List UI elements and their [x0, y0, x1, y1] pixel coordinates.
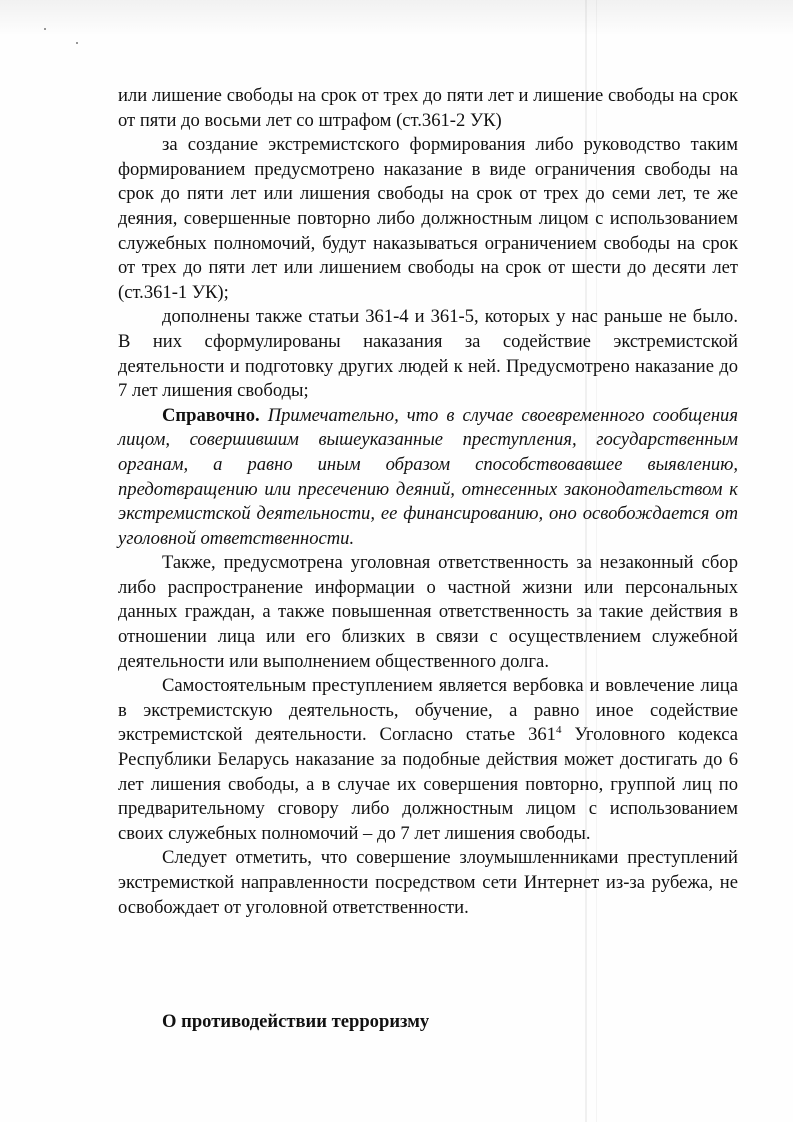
document-body: [118, 84, 738, 920]
recruitment-text-before: Самостоятельным преступлением является вербовка и вовлечение лица в экстремистскую деятельность, обучение, а равно иное содействие экстремистской деятельности. Согласно статье 361: [118, 675, 738, 746]
article-superscript: 4: [555, 724, 562, 737]
paragraph-recruitment: [118, 674, 738, 846]
paragraph-new-articles: дополнены также статьи 361-4 и 361-5, которых у нас раньше не было. В них сформулированы наказания за содействие экстремистской деятельности и подготовку других людей к ней. Предусмотрено наказание до 7 лет лишения свободы;: [118, 306, 738, 402]
paragraph-extremist-formation: за создание экстремистского формирования либо руководство таким формированием предусмотрено наказание в виде ограничения свободы на срок до пяти лет или лишения свободы на срок от трех до семи лет, те же деяния, совершенные повторно либо должностным лицом с использованием служебных полномочий, будут наказываться ограничением свободы на срок от трех до пяти лет или лишением свободы на срок от шести до десяти лет (ст.361-1 УК);: [118, 134, 738, 303]
paragraph-reference-note: [118, 404, 738, 552]
recruitment-text-after: Уголовного кодекса Республики Беларусь наказание за подобные действия может достигать до 6 лет лишения свободы, а в случае их совершения повторно, группой лиц по предварительному сговору либо должностным лицом с использованием своих служебных полномочий – до 7 лет лишения свободы.: [118, 724, 738, 844]
paragraph-continuation: или лишение свободы на срок от трех до пяти лет и лишение свободы на срок от пяти до восьми лет со штрафом (ст.361-2 УК): [118, 85, 738, 131]
reference-text: Примечательно, что в случае своевременного сообщения лицом, совершившим вышеуказанные преступления, государственным органам, а равно иным образом способствовавшее выявлению, предотвращению или пресечению деяний, отнесенных законодательством к экстремистской деятельности, ее финансированию, оно освобождается от уголовной ответственности.: [118, 404, 738, 549]
reference-label: Справочно.: [162, 404, 260, 426]
scan-edge-shadow: [0, 0, 793, 36]
section-heading: О противодействии терроризму: [162, 1011, 430, 1032]
paragraph-privacy-liability: Также, предусмотрена уголовная ответственность за незаконный сбор либо распространение информации о частной жизни или персональных данных граждан, а также повышенная ответственность за такие действия в отношении лица или его близких в связи с осуществлением служебной деятельности или выполнением общественного долга.: [118, 552, 738, 672]
scan-speck: [44, 28, 46, 30]
scan-speck: [76, 42, 78, 44]
paragraph-internet-crimes: Следует отметить, что совершение злоумышленниками преступлений экстремисткой направленности посредством сети Интернет из-за рубежа, не освобождает от уголовной ответственности.: [118, 847, 738, 918]
